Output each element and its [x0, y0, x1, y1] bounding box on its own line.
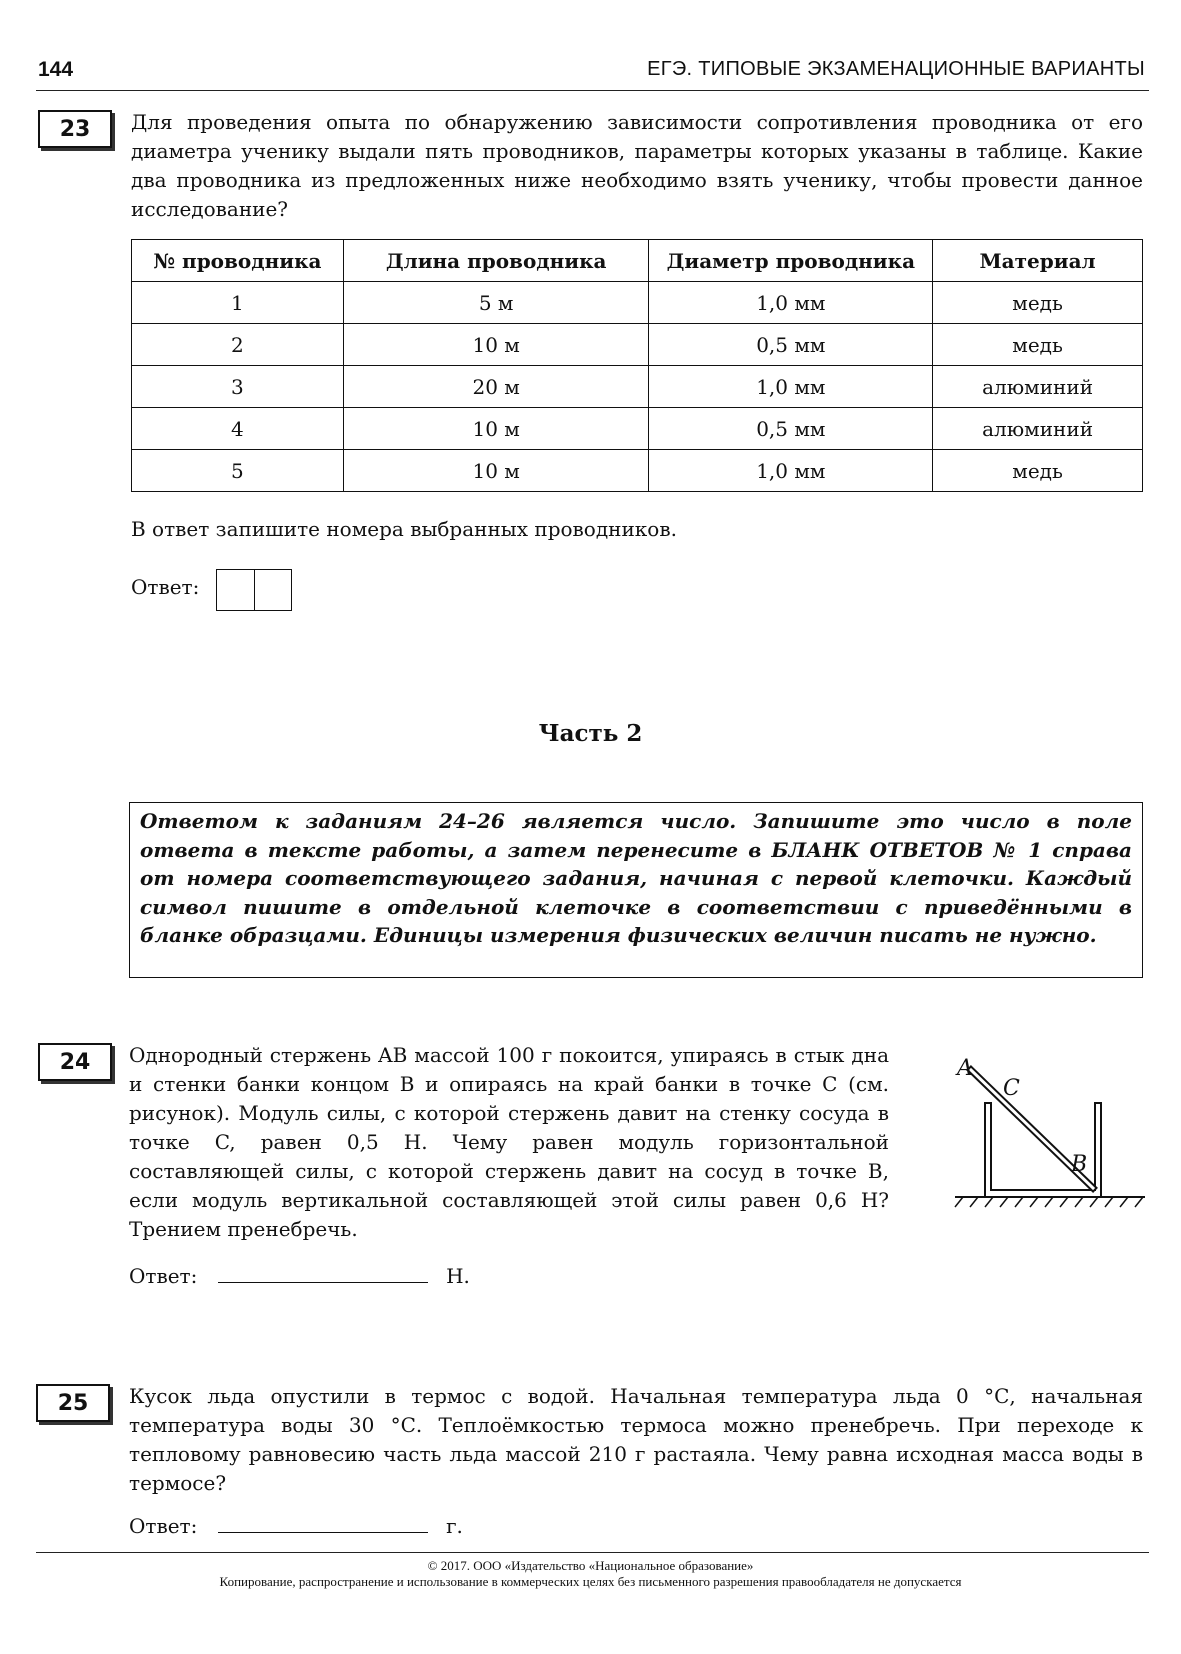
table-cell: 3 [132, 366, 344, 408]
task-25-answer-row [129, 1512, 463, 1538]
footer-copyright: © 2017. ООО «Издательство «Национальное образование» [427, 1558, 754, 1573]
table-row [132, 450, 1143, 492]
table-row [132, 324, 1143, 366]
table-cell: медь [933, 324, 1143, 366]
page-number: 144 [38, 58, 74, 81]
label-b: B [1071, 1152, 1088, 1177]
table-cell: медь [933, 282, 1143, 324]
task-25-text: Кусок льда опустили в термос с водой. Начальная температура льда 0 °С, начальная температура воды 30 °С. Теплоёмкостью термоса можно пренебречь. При переходе к тепловому равновесию часть льда массой 210 г растаяла. Чему равна исходная масса воды в термосе? [129, 1384, 1143, 1495]
task-24-answer-label: Ответ: [129, 1264, 198, 1288]
running-header-title: ЕГЭ. ТИПОВЫЕ ЭКЗАМЕНАЦИОННЫЕ ВАРИАНТЫ [647, 58, 1145, 80]
column-header: № проводника [132, 240, 344, 282]
answer-cell-1[interactable] [217, 570, 254, 610]
table-header-row [132, 240, 1143, 282]
task-25-unit: г. [446, 1514, 463, 1538]
table-cell: алюминий [933, 408, 1143, 450]
task-23-instruction: В ответ запишите номера выбранных проводников. [131, 517, 677, 541]
footer-divider [36, 1552, 1149, 1553]
rod-in-jar-figure [945, 1045, 1155, 1225]
table-cell: 20 м [343, 366, 649, 408]
table-cell: 1,0 мм [649, 282, 933, 324]
task-24-answer-row [129, 1262, 470, 1288]
table-cell: 4 [132, 408, 344, 450]
task-23-answer-cells[interactable] [216, 569, 292, 611]
header-divider [36, 90, 1149, 91]
task-23-number-box [38, 110, 112, 148]
task-23-answer-label: Ответ: [131, 575, 200, 599]
table-cell: 0,5 мм [649, 408, 933, 450]
task-24-number-box [38, 1043, 112, 1081]
task-24-text: Однородный стержень AB массой 100 г покоится, упираясь в стык дна и стенки банки концом B и опираясь на край банки в точке C (см. рисунок). Модуль силы, с которой стержень давит на стенку сосуда в точке C, равен 0,5 Н. Чему равен модуль горизонтальной составляющей силы, с которой стержень давит на сосуд в точке B, если модуль вертикальной составляющей этой силы равен 0,6 Н? Трением пренебречь. [129, 1043, 889, 1241]
table-cell: 5 м [343, 282, 649, 324]
part-2-title: Часть 2 [538, 720, 643, 747]
table-row [132, 408, 1143, 450]
answer-cell-2[interactable] [254, 570, 292, 610]
footer-notice: Копирование, распространение и использование в коммерческих целях без письменного разрешения правообладателя не допускается [219, 1574, 962, 1589]
table-row [132, 366, 1143, 408]
task-25-number-box [36, 1384, 110, 1422]
conductors-table [131, 239, 1143, 492]
task-24-unit: Н. [446, 1264, 470, 1288]
column-header: Диаметр проводника [649, 240, 933, 282]
table-cell: 1 [132, 282, 344, 324]
task-24-answer-field[interactable] [218, 1262, 428, 1283]
table-cell: 0,5 мм [649, 324, 933, 366]
table-cell: 10 м [343, 324, 649, 366]
ground-hatching [955, 1197, 1143, 1207]
table-cell: алюминий [933, 366, 1143, 408]
label-a: A [957, 1056, 973, 1081]
label-c: C [1003, 1076, 1020, 1101]
table-cell: 10 м [343, 450, 649, 492]
task-23-text: Для проведения опыта по обнаружению зависимости сопротивления проводника от его диаметра ученику выдали пять проводников, параметры которых указаны в таблице. Какие два проводника из предложенных ниже необходимо взять ученику, чтобы провести данное исследование? [131, 110, 1143, 221]
table-cell: 1,0 мм [649, 450, 933, 492]
task-25-number: 25 [57, 1390, 89, 1416]
part-2-instruction-text: Ответом к заданиям 24–26 является число. Запишите это число в поле ответа в тексте работы, а затем перенесите в БЛАНК ОТВЕТОВ № 1 справа от номера соответствующего задания, начиная с первой клеточки. Каждый символ пишите в отдельной клеточке в соответствии с приведёнными в бланке образцами. Единицы измерения физических величин писать не нужно. [140, 809, 1132, 947]
table-cell: 10 м [343, 408, 649, 450]
table-cell: медь [933, 450, 1143, 492]
table-row [132, 282, 1143, 324]
task-25-answer-field[interactable] [218, 1512, 428, 1533]
task-23-number: 23 [59, 116, 91, 142]
table-cell: 5 [132, 450, 344, 492]
table-cell: 2 [132, 324, 344, 366]
part-2-instruction-box [129, 802, 1143, 978]
column-header: Длина проводника [343, 240, 649, 282]
task-24-number: 24 [59, 1049, 91, 1075]
column-header: Материал [933, 240, 1143, 282]
task-25-answer-label: Ответ: [129, 1514, 198, 1538]
table-cell: 1,0 мм [649, 366, 933, 408]
